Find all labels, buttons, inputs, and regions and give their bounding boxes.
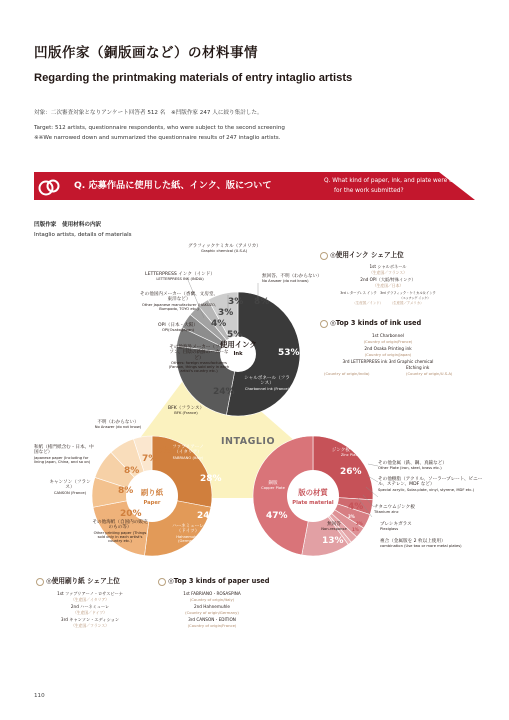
plate-pct-nonresponse: 13% — [322, 536, 344, 546]
plate-label-zinc: ジンク板（亜鉛） Zinc Plate — [331, 448, 369, 458]
paper-label-washi: 和紙（楮門紙含む・日本、中国など） Japanese paper (Including for lining Japan, China, and so on) — [34, 445, 94, 464]
ink-pct-noanswer: 8% — [254, 297, 270, 307]
section-title: 凹版作家 使用材料の内訳 — [34, 222, 102, 228]
ink-pct-charbonnel: 24% — [213, 387, 235, 397]
plate-pct-other-metal: 4% — [348, 490, 364, 500]
plate-pct-copper: 47% — [266, 511, 288, 521]
ink-top3-title-en: ◎Top 3 kinds of ink used — [330, 319, 422, 327]
paper-rank3-sub: （生産国／フランス） — [71, 623, 109, 628]
page-subtitle: Regarding the printmaking materials of entry intaglio artists — [34, 72, 353, 84]
ink-label-letterpress: LETTERPRESS インク（インド） LETTERPRESS INK (INDIA) — [145, 272, 215, 282]
ink-rank2-en: 2nd Osaka Printing ink — [364, 346, 412, 351]
plate-center-label-en: Plate material — [292, 500, 334, 506]
paper-rank1-en-sub: (Country of origin/Italy) — [189, 597, 235, 602]
plate-label-other-metal: その他金属（鉄、鋼、真鍮など） Other Plate (iron, steel, brass etc.) — [378, 461, 447, 471]
ink-rank2-sub: （生産国／日本） — [372, 283, 404, 288]
page-number: 110 — [34, 693, 45, 699]
ink-rank2: 2nd OPI（大阪/特殊インク） — [360, 277, 416, 282]
plate-pct-titanium: 3% — [348, 514, 355, 519]
ink-pct-opi: 5% — [227, 330, 243, 340]
paper-label-hahnemuhle: ハーネミューレ（ドイツ） Hahnemuhle (Germany) — [172, 524, 204, 543]
plate-center-label: 版の材質 — [298, 488, 328, 497]
target-note-en-1: Target: 512 artists, questionnaire respondents, who were subject to the second screening — [34, 125, 285, 131]
ink-rank1-en: 1st Charbonnel — [372, 333, 404, 338]
plate-label-resin: その他樹脂（アクリル、ソーラープレート、ビニール、ステレン、MDF など） Special acrylic, Solar-plate, vinyl, styrene, MDF etc.) — [378, 477, 483, 492]
ink-label-charbonnel: シャルボネール（フランス） Charbonnel ink (France) — [244, 376, 290, 391]
paper-rank1-sub: （生産国／イタリア） — [71, 597, 109, 602]
ink-rank3-mid: （エッチング インク） — [399, 296, 431, 300]
plate-label-titanium: チタニウムジンク板 Titanium zinc — [374, 505, 415, 515]
paper-rank2-sub: （生産国／ドイツ） — [73, 610, 107, 615]
paper-top3-title-en: ◎Top 3 kinds of paper used — [168, 577, 270, 585]
paper-rank2-en: 2nd Hahnemuhle — [193, 604, 231, 609]
paper-label-other: その他海紙（自国内の販売のもの等） Other printing paper (Things sold only in each artist's country etc.) — [92, 520, 148, 544]
ink-rank3: 3rd レターブレス インク 3rd グラフィック・ケミカル＆インク — [340, 291, 436, 295]
paper-center-label-en: Paper — [143, 500, 161, 506]
circle-bullet-icon — [158, 578, 166, 586]
ink-rank3-en: 3rd LETTERPRESS ink 3rd Graphic chemical — [342, 359, 434, 364]
plate-pct-combination: 1% — [352, 527, 359, 532]
ink-rank1-en-sub: (Country of origin/France) — [363, 339, 413, 344]
ink-label-graphic-chemical: グラフィックケミカル（アメリカ） Graphic chemical (U.S.A) — [188, 244, 261, 254]
paper-rank2-en-sub: (Country of origin/Germany) — [185, 610, 239, 615]
intaglio-label: INTAGLIO — [221, 436, 276, 447]
ink-label-other-foreign: その他海外メーカー（ファンソン、目陰の新鮮のーカーなど） Others: foreign manufacturers (Fanson, things sold only in each artist's country etc.) — [168, 345, 230, 374]
circle-bullet-icon — [320, 320, 328, 328]
paper-rank3-en: 3rd CANSON・EDITION — [188, 617, 236, 622]
paper-rank3-en-sub: (Country of origin/France) — [187, 623, 237, 628]
paper-pct-canson: 8% — [118, 486, 134, 496]
ink-center-label: 使用インク — [220, 340, 257, 349]
plate-pct-resin: 4% — [348, 502, 364, 512]
paper-label-fabriano: ファブリアーノ（イタリア） FABRIANO (Italy) — [172, 445, 204, 460]
ink-rank1-sub: （生産国／フランス） — [369, 270, 407, 275]
paper-rank2: 2nd ハーネミューレ — [70, 604, 110, 609]
paper-rank3: 3rd キャンソン・エディション — [60, 617, 120, 622]
paper-label-bfk: BFK（フランス） BFK (France) — [168, 406, 205, 416]
plate-label-copper: 銅版 Copper Plate — [261, 481, 285, 491]
paper-pct-unknown: 7% — [142, 454, 158, 464]
paper-pct-fabriano: 28% — [200, 474, 222, 484]
ink-top3-title: ◎使用インク シェア上位 — [330, 251, 404, 259]
paper-label-canson: キャンソン（フランス） CANSON (France) — [49, 480, 91, 495]
ink-rank1: 1st シャルボネール — [369, 264, 407, 269]
ink-rank2-en-sub: (Country of origin/Japan) — [364, 352, 412, 357]
paper-pct-bfk: 5% — [156, 446, 172, 456]
paper-rank1-en: 1st FABRIANO・ROSASPINA — [183, 591, 241, 596]
ink-pct-foreign: 53% — [278, 348, 300, 358]
ink-pct-otherjp: 4% — [211, 319, 227, 329]
ink-center-label-en: Ink — [233, 351, 243, 357]
section-subtitle: Intaglio artists, details of materials — [34, 232, 132, 238]
ink-rank3-en-sub-r: (Country of origin/U.S.A) — [406, 371, 453, 376]
paper-pct-hahnemuhle: 24% — [197, 511, 219, 521]
circle-bullet-icon — [320, 252, 328, 260]
paper-label-unknown: 不明（わからない） No Answer (do not know) — [94, 420, 142, 430]
ink-label-no-answer: 無回答、不明（わからない） No Answer (do not know) — [262, 274, 322, 284]
question-label-en-1: Q. What kind of paper, ink, and plate were used — [324, 178, 463, 184]
target-note-jp: 対象：二次審査対象となりアンケート回答者 512 名 ※凹版作家 247 人に絞り集計した。 — [34, 110, 263, 116]
plate-label-combination: 複合（金属版を 2 枚以上使用） combination (Use two or more metal plates) — [380, 539, 462, 549]
paper-center-label: 刷り紙 — [140, 488, 164, 497]
question-label-jp: Q. 応募作品に使用した紙、インク、版について — [74, 180, 272, 191]
plate-pct-zinc: 26% — [340, 467, 362, 477]
paper-top3-title: ◎使用刷り紙 シェア上位 — [46, 577, 120, 585]
ink-rank3-en-mid: Etching ink — [406, 365, 430, 370]
page-title: 凹版作家（銅版画など）の材料事情 — [34, 45, 258, 61]
circle-bullet-icon — [36, 578, 44, 586]
ink-pct-graphic: 3% — [228, 297, 244, 307]
target-note-en-2: ※※We narrowed down and summarized the questionnaire results of 247 intaglio artists. — [34, 135, 281, 141]
plate-pct-plexiglass: 2% — [356, 521, 363, 526]
ink-label-other-japanese: その他国内メーカー（香蘭、文房堂、東洋など） Other Japanese manufacturer (HAKUZO, Bumpodo, TOYO etc.) — [140, 292, 219, 311]
paper-pct-other: 20% — [120, 509, 142, 519]
question-label-en-2: for the work submitted? — [334, 188, 404, 194]
plate-label-plexiglass: プレシキガラス Plexiglass — [380, 522, 412, 532]
ink-label-opi: OPI（日本・大阪） OPI(Osaka/Japan) — [158, 323, 198, 333]
ink-rank3-sub: （生産国／インド） （生産国／アメリカ） — [352, 301, 424, 305]
ink-rank3-en-sub-l: (Country of origin/India) — [324, 371, 370, 376]
ink-pct-letterpress: 3% — [218, 308, 234, 318]
plate-label-nonresponse: 無回答 Non-response — [321, 522, 347, 532]
paper-pct-washi: 8% — [124, 466, 140, 476]
paper-rank1: 1st ファブリアーノ・ロサスピーナ — [57, 591, 123, 596]
